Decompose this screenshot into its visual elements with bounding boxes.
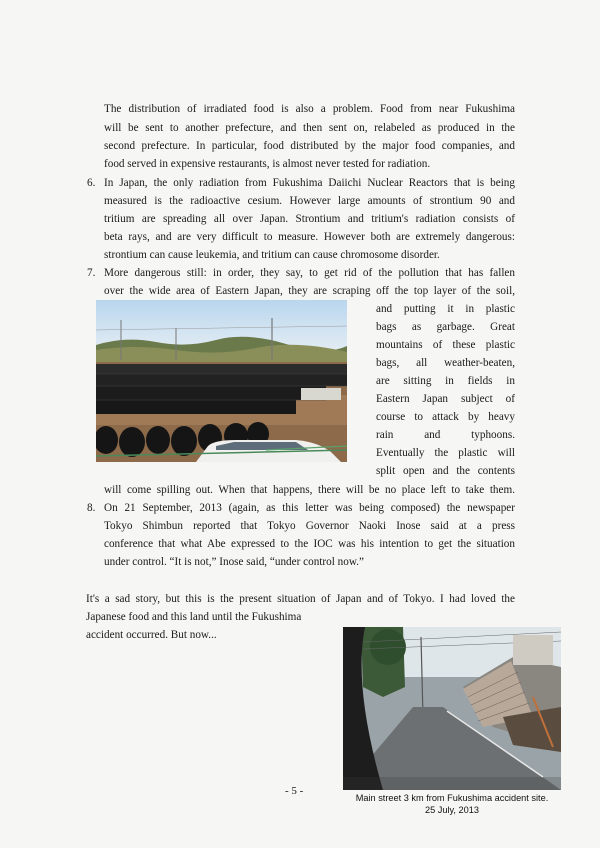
item6-line: In Japan, the only radiation from Fukushima Daiichi Nuclear Reactors that is being: [104, 177, 515, 189]
item7-line: mountains of these plastic: [376, 339, 515, 351]
item8-line: conference that what Abe expressed to the IOC was his intention to get the situation: [104, 538, 515, 550]
item-number: 8.: [87, 502, 96, 514]
item8-line: On 21 September, 2013 (again, as this letter was being composed) the newspaper: [104, 502, 515, 514]
closing-line: Japanese food and this land until the Fukushima: [86, 611, 302, 623]
photo-caption: [343, 792, 561, 816]
caption-line: Main street 3 km from Fukushima accident site.: [355, 793, 549, 803]
item7-line: Eventually the plastic will: [376, 447, 515, 459]
item7-line: Eastern Japan subject of: [376, 393, 515, 405]
item6-line: tritium are spreading all over Japan. Strontium and tritium's radiation consists of: [104, 213, 515, 225]
item7-line: split open and the contents: [376, 465, 515, 477]
item7-line: over the wide area of Eastern Japan, they are scraping off the top layer of the soil,: [104, 285, 515, 297]
item8-line: Tokyo Shimbun reported that Tokyo Governor Naoki Inose said at a press: [104, 520, 515, 532]
item6-line: measured is the radioactive cesium. However large amounts of strontium 90 and: [104, 195, 515, 207]
intro-line: second prefecture. In particular, food distributed by the major food companies, and: [104, 140, 515, 152]
item7-line: More dangerous still: in order, they say, to get rid of the pollution that has fallen: [104, 267, 515, 279]
item7-line: bags, all weather-beaten,: [376, 357, 515, 369]
item-number: 6.: [87, 177, 96, 189]
item7-line: rain and typhoons.: [376, 429, 515, 441]
damaged-street-photo: [343, 627, 561, 790]
item7-line: will come spilling out. When that happens, there will be no place left to take them.: [104, 484, 515, 496]
item7-line: and putting it in plastic: [376, 303, 515, 315]
item8-line: under control. “It is not,” Inose said, “under control now.”: [104, 556, 364, 568]
contaminated-soil-bags-photo: [96, 300, 347, 462]
caption-line: 25 July, 2013: [425, 805, 479, 815]
closing-line: accident occurred. But now...: [86, 629, 217, 641]
page-number: - 5 -: [285, 785, 304, 797]
intro-line: will be sent to another prefecture, and then sent on, relabeled as produced in the: [104, 122, 515, 134]
item6-line: beta rays, and are very difficult to measure. However both are extremely dangerous:: [104, 231, 515, 243]
item7-line: are sitting in fields in: [376, 375, 515, 387]
item-number: 7.: [87, 267, 96, 279]
item7-line: bags as garbage. Great: [376, 321, 515, 333]
intro-line: The distribution of irradiated food is also a problem. Food from near Fukushima: [104, 103, 515, 115]
intro-line: food served in expensive restaurants, is almost never tested for radiation.: [104, 158, 431, 170]
item7-line: course to attack by heavy: [376, 411, 515, 423]
closing-line: It's a sad story, but this is the present situation of Japan and of Tokyo. I had loved the: [86, 593, 515, 605]
item6-line: strontium can cause leukemia, and tritium can cause chromosome disorder.: [104, 249, 440, 261]
